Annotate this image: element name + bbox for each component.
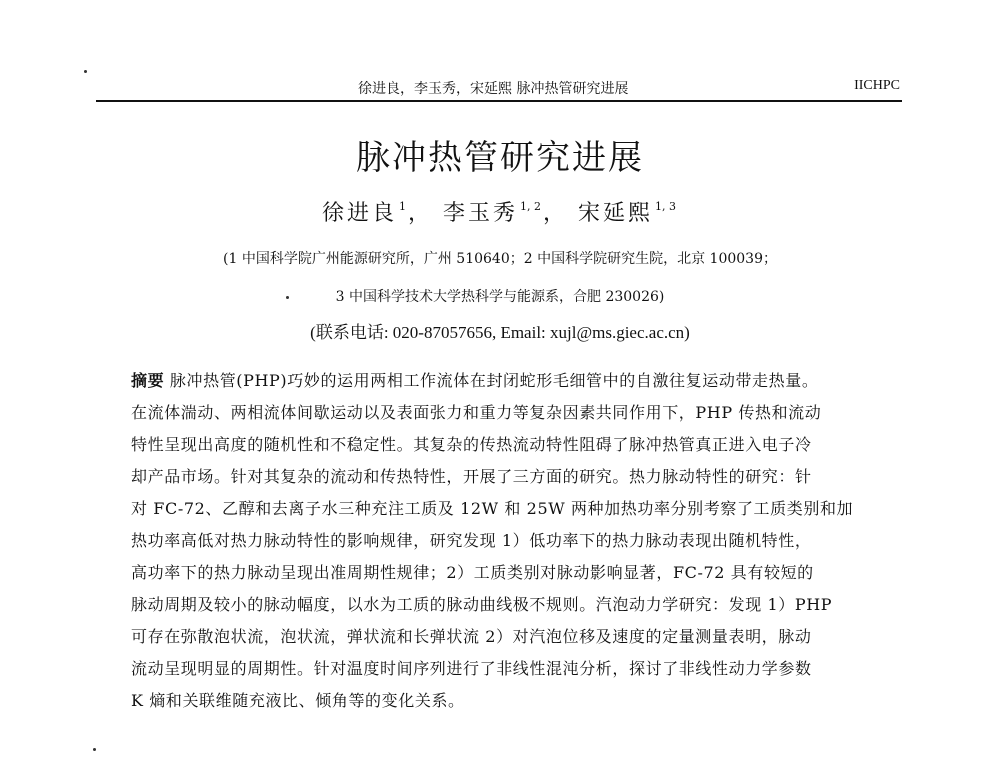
abstract-line: 在流体湍动、两相流体间歇运动以及表面张力和重力等复杂因素共同作用下，PHP 传热和流动 — [131, 403, 822, 422]
abstract-line: 摘要 脉冲热管(PHP)巧妙的运用两相工作流体在封闭蛇形毛细管中的自激往复运动带走热量。 — [131, 371, 819, 390]
abstract-line: 脉动周期及较小的脉动幅度，以水为工质的脉动曲线极不规则。汽泡动力学研究：发现 1）PHP — [131, 595, 833, 614]
author-name: 李玉秀 — [442, 201, 518, 226]
contact-info: (联系电话: 020-87057656, Email: xujl@ms.giec.ac.cn) — [310, 323, 690, 342]
scan-speck — [286, 296, 289, 299]
running-header — [96, 78, 902, 102]
abstract-line: K 熵和关联维随充液比、倾角等的变化关系。 — [131, 691, 465, 710]
author-separator: ， — [543, 201, 569, 226]
running-header-title: 徐进良，李玉秀，宋延熙 脉冲热管研究进展 — [358, 81, 629, 97]
abstract-line: 可存在弥散泡状流，泡状流，弹状流和长弹状流 2）对汽泡位移及速度的定量测量表明，脉动 — [131, 627, 812, 646]
abstract-line: 却产品市场。针对其复杂的流动和传热特性，开展了三方面的研究。热力脉动特性的研究：针 — [131, 467, 812, 486]
scan-speck — [84, 70, 87, 73]
scan-speck — [93, 748, 96, 751]
author-list — [0, 196, 1000, 227]
author-name: 宋延熙 — [578, 201, 654, 226]
author-separator: ， — [407, 201, 433, 226]
paper-title: 脉冲热管研究进展 — [356, 138, 644, 178]
author-affiliation-mark: 1, 2 — [520, 200, 541, 213]
author-affiliation-mark: 1 — [398, 200, 406, 213]
abstract — [131, 365, 866, 717]
abstract-line: 对 FC-72、乙醇和去离子水三种充注工质及 12W 和 25W 两种加热功率分别考察了工质类别和加 — [131, 499, 854, 518]
author-affiliation-mark: 1, 3 — [655, 200, 677, 213]
abstract-line: 热功率高低对热力脉动特性的影响规律，研究发现 1）低功率下的热力脉动表现出随机特性， — [131, 531, 812, 550]
affiliation-line-2: 3 中国科学技术大学热科学与能源系，合肥 230026) — [335, 289, 665, 305]
abstract-line: 特性呈现出高度的随机性和不稳定性。其复杂的传热流动特性阻碍了脉冲热管真正进入电子冷 — [131, 435, 812, 454]
affiliation-line-1: (1 中国科学院广州能源研究所，广州 510640；2 中国科学院研究生院，北京 100039； — [223, 251, 777, 267]
abstract-line: 流动呈现明显的周期性。针对温度时间序列进行了非线性混沌分析，探讨了非线性动力学参数 — [131, 659, 812, 678]
conference-name: IICHPC — [854, 78, 900, 93]
abstract-line: 高功率下的热力脉动呈现出准周期性规律；2）工质类别对脉动影响显著，FC-72 具有较短的 — [131, 563, 814, 582]
abstract-label: 摘要 — [131, 371, 165, 390]
author-name: 徐进良 — [321, 201, 397, 226]
